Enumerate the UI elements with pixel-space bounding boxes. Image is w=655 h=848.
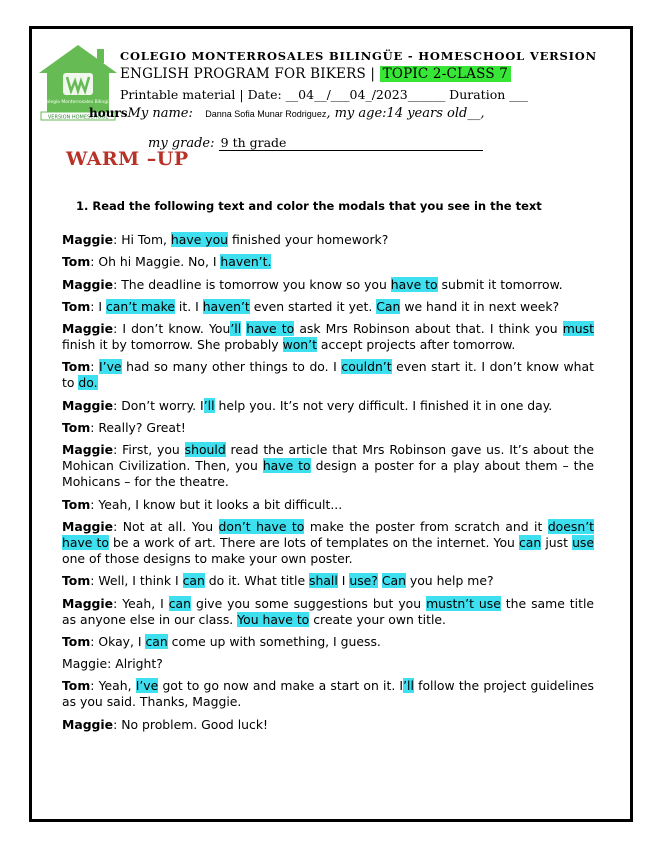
dialogue-text-run: follow the project guidelines as you said. Thanks, Maggie.: [62, 678, 594, 710]
instruction: 1. Read the following text and color the modals that you see in the text: [76, 199, 542, 213]
modal-highlight: have to: [390, 276, 438, 292]
dialogue-line: Maggie: Not at all. You don’t have to make the poster from scratch and it doesn’t have to be a work of art. There are lots of templates on the internet. You can just use one of those designs to make your own poster.: [62, 518, 594, 566]
dialogue-text-run: it. I: [174, 298, 203, 314]
grade-label: my grade:: [148, 136, 215, 151]
student-name-line: [89, 106, 484, 121]
dialogue-line: Tom: I can’t make it. I haven’t even started it yet. Can we hand it in next week?: [62, 298, 560, 314]
dialogue-line: Tom: Really? Great!: [62, 420, 186, 436]
speaker-name: Tom: [62, 573, 91, 589]
school-name: COLEGIO MONTERROSALES BILINGÜE - HOMESCHOOL VERSION: [120, 49, 597, 63]
dialogue-text-run: do it. What title: [204, 573, 310, 589]
student-name: Danna Sofia Munar Rodriguez: [205, 109, 327, 119]
logo-text: Colegio Monterrosales Bilingüe: [43, 100, 113, 105]
dialogue-text-run: First, you: [122, 442, 185, 458]
dialogue-line: Tom: Well, I think I can do it. What title shall I use? Can you help me?: [62, 573, 494, 589]
dialogue-text-run: even start it. I don’t know what to: [62, 359, 594, 391]
dialogue-line: Maggie: Hi Tom, have you finished your homework?: [62, 232, 389, 247]
dialogue-text-run: No problem. Good luck!: [121, 716, 268, 732]
modal-highlight: have to: [262, 458, 311, 474]
modal-highlight: can: [145, 633, 168, 649]
dialogue-line: Maggie: I don’t know. You’ll have to ask Mrs Robinson about that. I think you must finish it by tomorrow. She probably won’t accept projects after tomorrow.: [62, 321, 594, 353]
dialogue-text-run: Yeah, I know but it looks a bit difficult...: [98, 496, 343, 512]
dialogue-line: Maggie: No problem. Good luck!: [62, 716, 268, 732]
dialogue-text-run: Hi Tom,: [121, 232, 171, 247]
speaker-name: Tom: [62, 420, 91, 436]
modal-highlight: do.: [78, 375, 98, 391]
dialogue-text-run: Alright?: [115, 656, 163, 672]
dialogue-text-run: design a poster for a play about them – the Mohicans – for the theatre.: [62, 458, 594, 490]
modal-highlight: have to: [246, 321, 295, 337]
dialogue-text-run: Really? Great!: [98, 420, 186, 436]
speaker-name: Tom: [62, 298, 91, 314]
modal-highlight: should: [184, 442, 226, 458]
dialogue-text-run: finish it by tomorrow. She probably: [62, 337, 283, 353]
dialogue-text-run: I: [98, 298, 106, 314]
dialogue-text-run: Yeah,: [98, 678, 136, 694]
modal-highlight: won’t: [282, 337, 317, 353]
speaker-name: Maggie: [62, 397, 114, 413]
dialogue-line: Maggie: Alright?: [62, 656, 163, 672]
program-line: [120, 66, 511, 82]
dialogue-text-run: even started it yet.: [249, 298, 377, 314]
dialogue-line: Maggie: Don’t worry. I’ll help you. It’s not very difficult. I finished it in one day.: [62, 397, 553, 413]
speaker-name: Tom: [62, 496, 91, 512]
dialogue-text-run: accept projects after tomorrow.: [316, 337, 516, 353]
modal-highlight: Can: [381, 573, 406, 589]
dialogue-line: Maggie: The deadline is tomorrow you know so you have to submit it tomorrow.: [62, 276, 563, 292]
speaker-name: Maggie: [62, 232, 114, 247]
dialogue-text-run: read the article that Mrs Robinson gave us. It’s about the Mohican Civilization. Then, you: [62, 442, 594, 474]
modal-highlight: can’t make: [105, 298, 175, 314]
dialogue-text-run: create your own title.: [309, 611, 446, 627]
modal-highlight: couldn’t: [341, 359, 392, 375]
dialogue-line: Tom: Yeah, I’ve got to go now and make a start on it. I’ll follow the project guidelines as you said. Thanks, Maggie.: [62, 678, 594, 710]
speaker-name: Maggie: [62, 442, 114, 458]
dialogue-text-run: had so many other things to do. I: [121, 359, 342, 375]
modal-highlight: I’ve: [135, 678, 159, 694]
modal-highlight: must: [562, 321, 594, 337]
name-label: My name:: [127, 106, 193, 121]
modal-highlight: can: [182, 573, 205, 589]
dialogue-line: Tom: Oh hi Maggie. No, I haven’t.: [62, 254, 272, 270]
dialogue-line: Tom: I’ve had so many other things to do. I couldn’t even start it. I don’t know what to do.: [62, 359, 594, 391]
speaker-name: Tom: [62, 678, 91, 694]
printable-line: Printable material | Date: __04__/___04_/2023______ Duration ___: [120, 87, 529, 102]
speaker-name: Maggie: [62, 656, 108, 672]
dialogue-text-run: I don’t know. You: [122, 321, 231, 337]
dialogue-text-run: submit it tomorrow.: [437, 276, 563, 292]
speaker-name: Maggie: [62, 518, 114, 534]
hours-label: hours: [89, 106, 128, 120]
modal-highlight: haven’t.: [220, 254, 272, 270]
modal-highlight: don’t have to: [218, 518, 305, 534]
speaker-name: Tom: [62, 359, 91, 375]
modal-highlight: ’ll: [403, 678, 414, 694]
dialogue-text-run: The deadline is tomorrow you know so you: [121, 276, 391, 292]
dialogue-text-run: Not at all. You: [122, 518, 219, 534]
dialogue-text-run: just: [541, 534, 573, 550]
modal-highlight: have you: [170, 232, 229, 247]
dialogue-text-run: ask Mrs Robinson about that. I think you: [294, 321, 563, 337]
modal-highlight: use?: [349, 573, 378, 589]
dialogue-text-run: Oh hi Maggie. No, I: [98, 254, 221, 270]
dialogue-text-run: make the poster from scratch and it: [304, 518, 548, 534]
dialogue-text-run: one of those designs to make your own poster.: [62, 550, 353, 566]
speaker-name: Tom: [62, 254, 91, 270]
modal-highlight: shall: [309, 573, 338, 589]
dialogue-text-run: give you some suggestions but you: [191, 595, 427, 611]
dialogue-text-run: Yeah, I: [122, 595, 169, 611]
dialogue-line: Maggie: First, you should read the article that Mrs Robinson gave us. It’s about the Mohican Civilization. Then, you have to design a poster for a play about them – the Mohicans – for the theatre.: [62, 442, 594, 490]
modal-highlight: mustn’t use: [426, 595, 501, 611]
dialogue-text-run: finished your homework?: [228, 232, 389, 247]
dialogue-text-run: Okay, I: [98, 633, 146, 649]
section-title: WARM –UP: [66, 148, 189, 170]
dialogue-text-run: I: [337, 573, 350, 589]
modal-highlight: ’ll: [230, 321, 242, 337]
dialogue-text-run: be a work of art. There are lots of templates on the internet. You: [108, 534, 519, 550]
grade-line: [148, 135, 483, 151]
dialogue-line: Maggie: Yeah, I can give you some suggestions but you mustn’t use the same title as anyone else in our class. You have to create your own title.: [62, 595, 595, 627]
dialogue-text-run: the same title as anyone else in our class.: [62, 595, 595, 627]
dialogue-text-run: Well, I think I: [98, 573, 183, 589]
modal-highlight: ’ll: [203, 397, 215, 413]
age-text: , my age:14 years old__,: [326, 106, 485, 121]
program-name: ENGLISH PROGRAM FOR BIKERS |: [120, 66, 380, 82]
dialogue-text-run: we hand it in next week?: [400, 298, 560, 314]
modal-highlight: You have to: [237, 611, 310, 627]
modal-highlight: haven’t: [202, 298, 250, 314]
dialogue-text: [62, 232, 594, 739]
dialogue-text-run: got to go now and make a start on it. I: [158, 678, 404, 694]
dialogue-text-run: Don’t worry. I: [121, 397, 204, 413]
logo-banner: VERSION HOMESCHOOL: [47, 114, 109, 121]
modal-highlight: Can: [376, 298, 401, 314]
speaker-name: Maggie: [62, 276, 114, 292]
modal-highlight: I’ve: [98, 359, 122, 375]
modal-highlight: doesn’t have to: [62, 518, 594, 550]
speaker-name: Maggie: [62, 716, 114, 732]
speaker-name: Maggie: [62, 321, 114, 337]
dialogue-text-run: come up with something, I guess.: [167, 633, 381, 649]
dialogue-text-run: help you. It’s not very difficult. I finished it in one day.: [214, 397, 553, 413]
modal-highlight: can: [519, 534, 542, 550]
grade-value: 9 th grade: [219, 135, 483, 151]
speaker-name: Tom: [62, 633, 91, 649]
modal-highlight: can: [168, 595, 191, 611]
speaker-name: Maggie: [62, 595, 114, 611]
dialogue-text-run: you help me?: [405, 573, 494, 589]
dialogue-line: Tom: Okay, I can come up with something, I guess.: [62, 633, 381, 649]
dialogue-line: Tom: Yeah, I know but it looks a bit difficult...: [62, 496, 343, 512]
topic-badge: TOPIC 2-CLASS 7: [380, 66, 511, 82]
modal-highlight: use: [572, 534, 594, 550]
